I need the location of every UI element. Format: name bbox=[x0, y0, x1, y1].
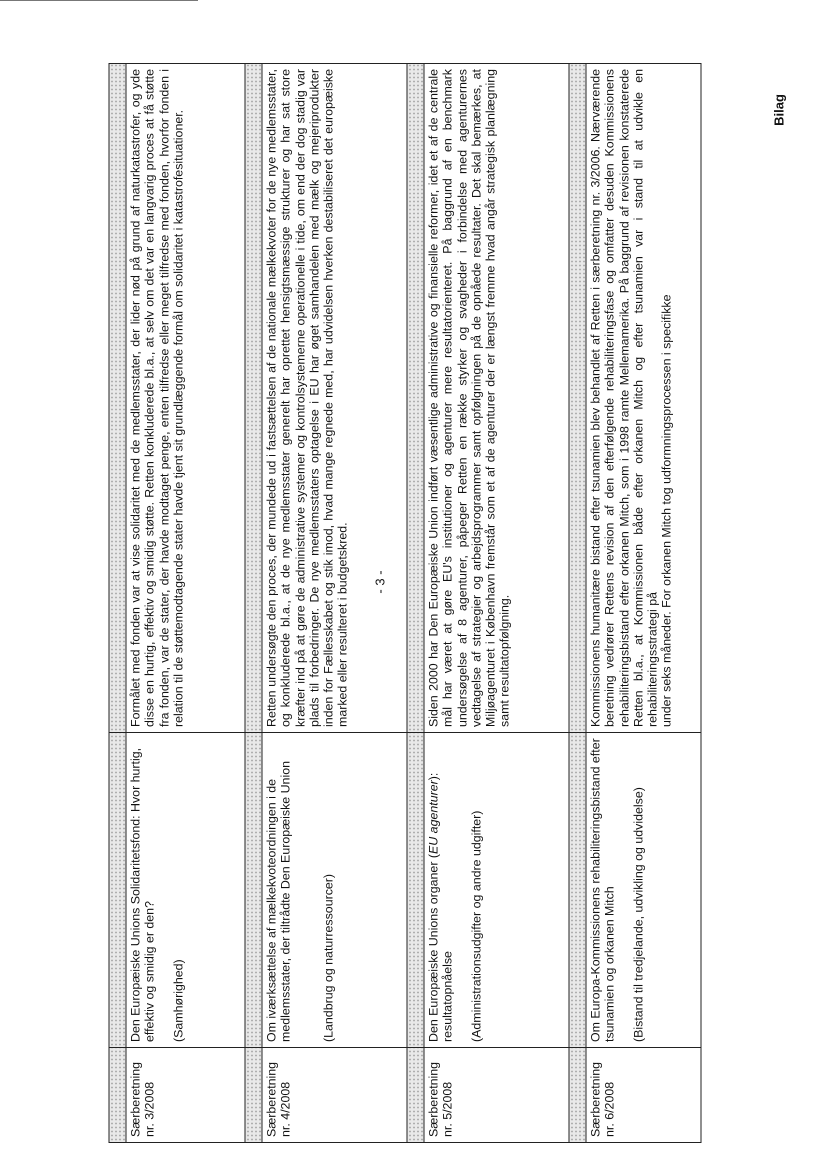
policy-area: (Landbrug og naturressourcer) bbox=[321, 873, 336, 1042]
report-subject: Den Europæiske Unions Solidaritetsfond: Hvor hurtig, effektiv og smidig er den? bbox=[128, 747, 157, 1042]
shaded-separator-row bbox=[569, 64, 586, 1143]
table-row bbox=[262, 64, 407, 1143]
policy-area: (Bistand til tredjelande, udvikling og udvidelse) bbox=[631, 787, 646, 1042]
shaded-separator-row bbox=[245, 64, 262, 1143]
policy-area: (Administrationsudgifter og andre udgifter) bbox=[469, 810, 484, 1042]
policy-area: (Samhørighed) bbox=[171, 959, 186, 1042]
report-summary: Formålet med fonden var at vise solidaritet med de medlemsstater, der lider nød på grund af naturkatastrofer, og yde disse en hurtig, effektiv og smidig støtte. Retten konkluderede bl.a., at selv om det var en langvarig proces at få støtte fra fonden, var de stater, der havde modtaget penge, enten tilfredse eller meget tilfredse med fonden, hvorfor fonden i relation til de støttemodtagende stater havde tjent sit grundlæggende formål om solidaritet i katastrofesituationer. bbox=[126, 64, 245, 733]
rotated-table-container bbox=[109, 63, 726, 1143]
report-subject: Om iværksættelse af mælkekvoteordningen i de medlemsstater, der tiltrådte Den Europæiske Union bbox=[264, 761, 293, 1042]
report-subject: Om Europa-Kommissionens rehabiliteringsbistand efter tsunamien og orkanen Mitch bbox=[588, 738, 617, 1042]
report-number: Særberetning nr. 6/2008 bbox=[588, 1061, 617, 1137]
report-summary: Kommissionens humanitære bistand efter tsunamien blev behandlet af Retten i særberetning nr. 3/2006. Nærværende beretning vedrører Rettens revision af den efterfølgende rehabiliteringsfase og omfatter desuden Kommissionens rehabiliteringsbistand efter orkanen Mitch, som i 1998 ramte Mellemamerika. På baggrund af revisionen konstaterede Retten bl.a., at Kommissionen både efter orkanen Mitch og efter tsunamien var i stand til at udvikle en rehabiliteringsstrategi på bbox=[588, 69, 660, 727]
table-row bbox=[586, 64, 701, 1143]
table-row bbox=[424, 64, 569, 1143]
report-number: Særberetning nr. 3/2008 bbox=[128, 1061, 157, 1137]
shaded-separator-row bbox=[109, 64, 126, 1143]
report-subject: Den Europæiske Unions organer (EU agenturer): resultatopnåelse bbox=[426, 772, 455, 1042]
report-summary-cell bbox=[586, 64, 701, 733]
reports-table bbox=[109, 63, 702, 1143]
page-number: - 3 - bbox=[372, 570, 388, 594]
report-number: Særberetning nr. 4/2008 bbox=[264, 1061, 293, 1137]
italic-term: EU agenturer bbox=[426, 780, 441, 854]
report-summary: Siden 2000 har Den Europæiske Union indført væsentlige administrative og finansielle reformer, idet et af de centrale mål har været at gøre EU's institutioner og agenturer mere resultatorienteret. På baggrund af en benchmark undersøgelse af 8 agenturer, påpeger Retten en række styrker og svagheder i forbindelse med agenturernes vedtagelse af strategier og arbejdsprogrammer samt opfølgningen på de opnåede resultater. Det skal bemærkes, at Miljøagenturet i København fremstår som et af de agenturer der er længst fremme hvad angår strategisk planlægning samt resultatopfølgning. bbox=[424, 64, 569, 733]
report-summary: Retten undersøgte den proces, der mundede ud i fastsættelsen af de nationale mælkekvoter for de nye medlemsstater, og konkluderede bl.a., at de nye medlemsstater generelt har oprettet hensigtsmæssige strukturer og har sat store kræfter ind på at gøre de administrative systemer og kontrolsystemerne operationelle i tide, om end der dog stadig var plads til forbedringer. De nye medlemsstaters optagelse i EU har øget samhandelen med mælk og mejeriprodukter inden for Fællesskabet og stik imod, hvad mange regnede med, har udvidelsen hverken destabiliseret det europæiske marked eller resulteret i budgetskred. bbox=[262, 64, 407, 733]
report-summary-continued: under seks måneder. For orkanen Mitch tog udformningsprocessen i specifikke bbox=[659, 294, 674, 727]
top-rule bbox=[0, 0, 198, 1]
shaded-separator-row bbox=[407, 64, 424, 1143]
report-number: Særberetning nr. 5/2008 bbox=[426, 1061, 455, 1137]
appendix-label: Bilag bbox=[771, 94, 787, 126]
table-row bbox=[126, 64, 245, 1143]
